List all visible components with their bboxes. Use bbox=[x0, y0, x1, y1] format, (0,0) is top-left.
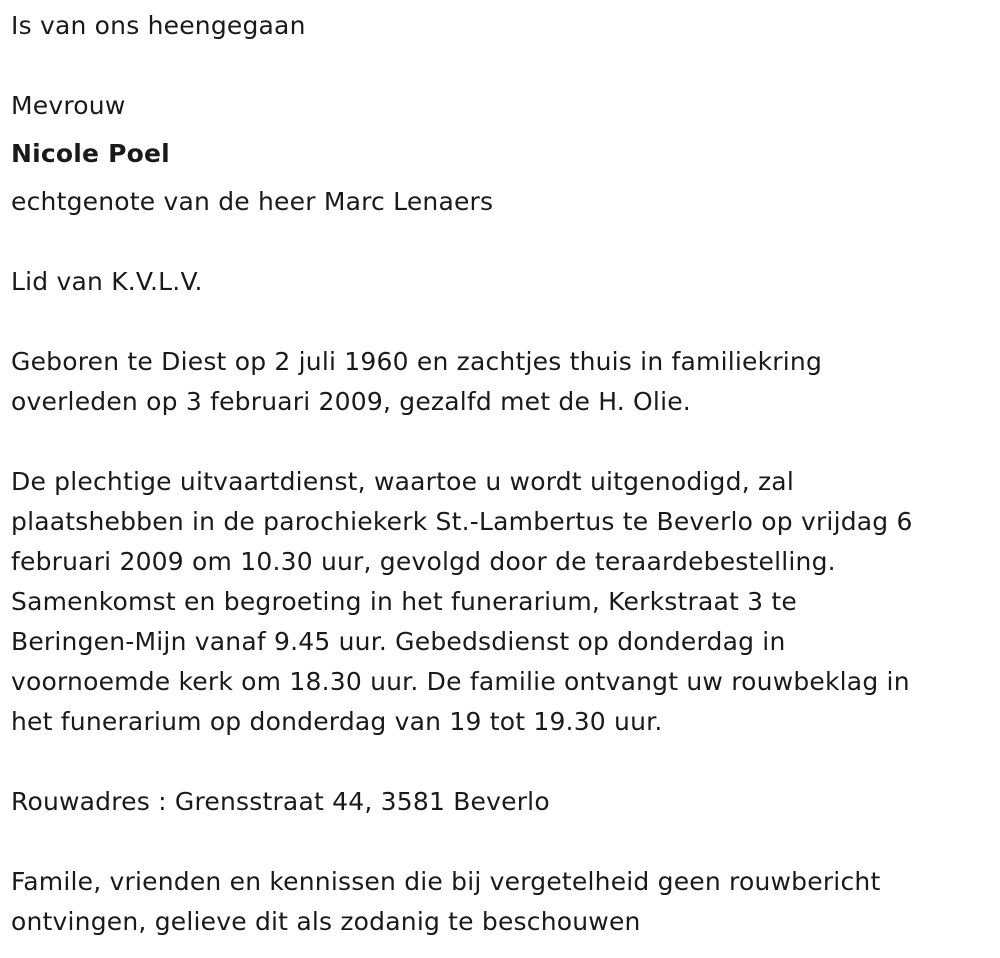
paragraph-line: overleden op 3 februari 2009, gezalfd met de H. Olie. bbox=[11, 387, 691, 416]
address-text: Rouwadres : Grensstraat 44, 3581 Beverlo bbox=[11, 787, 550, 816]
paragraph-line: februari 2009 om 10.30 uur, gevolgd door de teraardebestelling. bbox=[11, 547, 836, 576]
paragraph-line: plaatshebben in de parochiekerk St.-Lambertus te Beverlo op vrijdag 6 bbox=[11, 507, 913, 536]
spacer bbox=[11, 222, 986, 262]
salutation-text: Mevrouw bbox=[11, 91, 126, 120]
paragraph-line: voornoemde kerk om 18.30 uur. De familie ontvangt uw rouwbeklag in bbox=[11, 667, 910, 696]
spacer bbox=[11, 126, 986, 134]
spacer bbox=[11, 302, 986, 342]
paragraph-line: Famile, vrienden en kennissen die bij vergetelheid geen rouwbericht bbox=[11, 867, 881, 896]
death-notice bbox=[11, 6, 986, 942]
paragraph-line: het funerarium op donderdag van 19 tot 19.30 uur. bbox=[11, 707, 663, 736]
paragraph-line: Geboren te Diest op 2 juli 1960 en zachtjes thuis in familiekring bbox=[11, 347, 823, 376]
spacer bbox=[11, 742, 986, 782]
spacer bbox=[11, 422, 986, 462]
spacer bbox=[11, 174, 986, 182]
paragraph-line: Beringen-Mijn vanaf 9.45 uur. Gebedsdienst op donderdag in bbox=[11, 627, 786, 656]
spacer bbox=[11, 46, 986, 86]
spacer bbox=[11, 822, 986, 862]
deceased-name: Nicole Poel bbox=[11, 139, 170, 168]
paragraph-line: Samenkomst en begroeting in het funerarium, Kerkstraat 3 te bbox=[11, 587, 797, 616]
spouse-text: echtgenote van de heer Marc Lenaers bbox=[11, 187, 494, 216]
closing-paragraph bbox=[11, 862, 986, 942]
service-paragraph bbox=[11, 462, 986, 742]
intro-text: Is van ons heengegaan bbox=[11, 11, 306, 40]
paragraph-line: De plechtige uitvaartdienst, waartoe u wordt uitgenodigd, zal bbox=[11, 467, 794, 496]
membership-text: Lid van K.V.L.V. bbox=[11, 267, 203, 296]
birth-death-paragraph bbox=[11, 342, 986, 422]
paragraph-line: ontvingen, gelieve dit als zodanig te beschouwen bbox=[11, 907, 641, 936]
